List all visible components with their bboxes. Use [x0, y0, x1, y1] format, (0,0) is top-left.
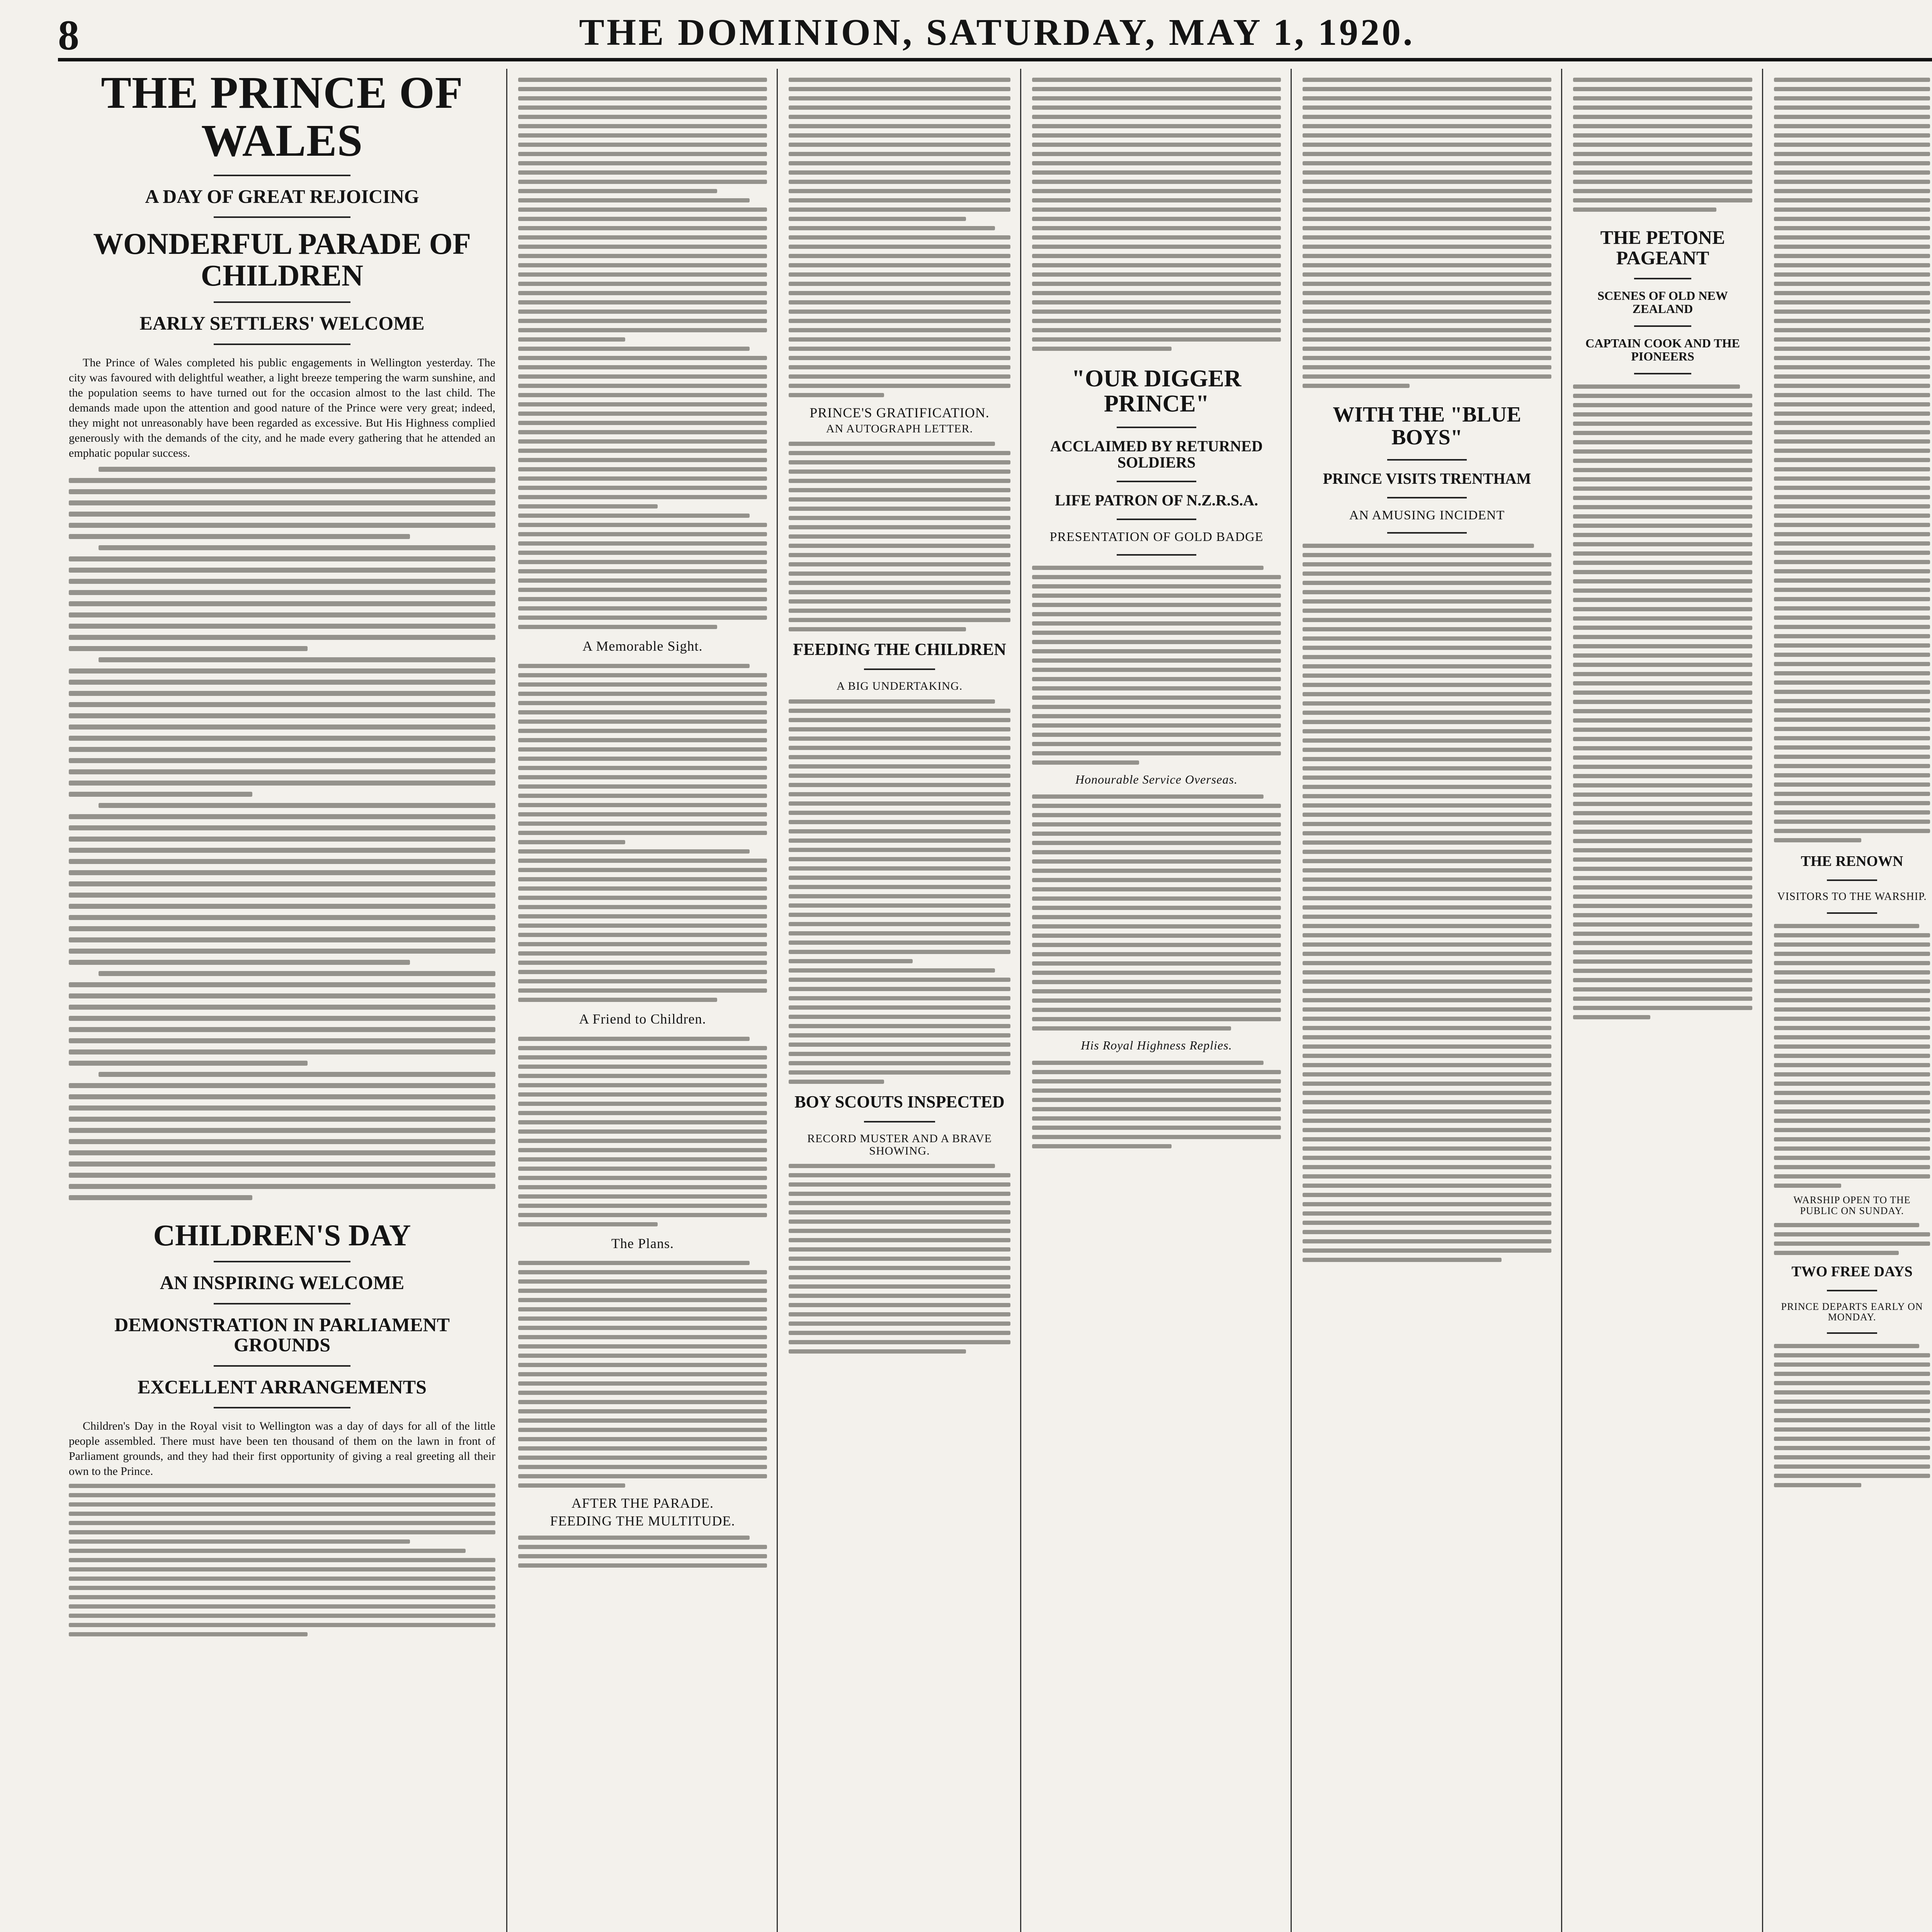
subhead-acclaimed-by-soldiers: ACCLAIMED BY RETURNED SOLDIERS	[1050, 437, 1263, 471]
subhead-honourable-service: Honourable Service Overseas.	[1075, 772, 1238, 786]
subhead-prince-departs-monday: PRINCE DEPARTS EARLY ON MONDAY.	[1781, 1301, 1923, 1323]
story-body-text	[518, 1536, 767, 1568]
column-2	[506, 69, 778, 1932]
subhead-friend-to-children: A Friend to Children.	[579, 1011, 706, 1027]
subhead-scenes-old-nz: SCENES OF OLD NEW ZEALAND	[1597, 289, 1728, 316]
story-body-text	[789, 1164, 1010, 1354]
subhead-feeding-the-multitude: FEEDING THE MULTITUDE.	[550, 1513, 735, 1529]
story-body-text	[1774, 1223, 1930, 1255]
story-body-text	[1774, 78, 1930, 842]
subhead-royal-highness-replies: His Royal Highness Replies.	[1081, 1038, 1232, 1053]
story-body-text	[1303, 78, 1551, 388]
headline-our-digger-prince: "OUR DIGGER PRINCE"	[1071, 366, 1242, 417]
headline-two-free-days: TWO FREE DAYS	[1791, 1263, 1913, 1280]
headline-blue-boys: WITH THE "BLUE BOYS"	[1333, 403, 1521, 449]
story-body-text	[1032, 566, 1281, 765]
subhead-wonderful-parade: WONDERFUL PARADE OF CHILDREN	[93, 227, 471, 293]
subhead-captain-cook: CAPTAIN COOK AND THE PIONEERS	[1585, 336, 1740, 363]
subhead-after-the-parade: AFTER THE PARADE.	[571, 1495, 714, 1511]
story-body-text	[789, 699, 1010, 1084]
headline-feeding-the-children: FEEDING THE CHILDREN	[793, 640, 1006, 659]
story-paragraph: Children's Day in the Royal visit to Wellington was a day of days for all of the little people assembled. There must have been ten thousand of them on the lawn in front of Parliament grounds, and they had their first opportunity of giving a real greeting all their own to the Prince.	[69, 1420, 495, 1478]
subhead-memorable-sight: A Memorable Sight.	[582, 638, 703, 654]
subhead-princes-gratification: PRINCE'S GRATIFICATION.	[810, 405, 990, 420]
column-6	[1561, 69, 1763, 1932]
story-body-text	[789, 78, 1010, 397]
story-body-text	[69, 467, 495, 1200]
subhead-life-patron: LIFE PATRON OF N.Z.R.S.A.	[1055, 492, 1258, 509]
headline-childrens-day: CHILDREN'S DAY	[153, 1218, 411, 1252]
subhead-big-undertaking: A BIG UNDERTAKING.	[836, 680, 963, 693]
column-3	[777, 69, 1021, 1932]
subhead-visitors-to-warship: VISITORS TO THE WARSHIP.	[1777, 890, 1927, 903]
subhead-parliament-grounds: DEMONSTRATION IN PARLIAMENT GROUNDS	[114, 1313, 450, 1356]
story-body-text	[1774, 924, 1930, 1188]
story-body-text	[1573, 384, 1752, 1019]
headline-prince-of-wales: THE PRINCE OF WALES	[101, 69, 463, 166]
masthead	[58, 11, 1932, 57]
story-body-text	[1774, 1344, 1930, 1487]
headline-petone-pageant: THE PETONE PAGEANT	[1600, 226, 1725, 269]
subhead-amusing-incident: AN AMUSING INCIDENT	[1349, 508, 1505, 522]
story-body-text	[69, 1484, 495, 1636]
column-4	[1020, 69, 1292, 1932]
subhead-the-plans: The Plans.	[611, 1235, 674, 1251]
subhead-autograph-letter: AN AUTOGRAPH LETTER.	[826, 422, 973, 435]
story-body-text	[518, 78, 767, 629]
subhead-excellent-arrangements: EXCELLENT ARRANGEMENTS	[138, 1376, 427, 1398]
story-body-text	[1573, 78, 1752, 212]
column-7	[1762, 69, 1932, 1932]
column-5	[1291, 69, 1562, 1932]
subhead-gold-badge: PRESENTATION OF GOLD BADGE	[1049, 530, 1264, 544]
subhead-prince-visits-trentham: PRINCE VISITS TRENTHAM	[1323, 469, 1531, 487]
page-number: 8	[58, 12, 79, 59]
story-body-text	[518, 1261, 767, 1488]
headline-the-renown: THE RENOWN	[1801, 853, 1903, 869]
story-body-text	[789, 442, 1010, 631]
newspaper-dateline: THE DOMINION, SATURDAY, MAY 1, 1920.	[579, 12, 1415, 53]
subhead-early-settlers: EARLY SETTLERS' WELCOME	[139, 312, 425, 334]
story-body-text	[1032, 78, 1281, 351]
story-body-text	[518, 664, 767, 1002]
subhead-inspiring-welcome: AN INSPIRING WELCOME	[160, 1272, 405, 1294]
subhead-record-muster: RECORD MUSTER AND A BRAVE SHOWING.	[807, 1132, 992, 1157]
story-body-text	[1303, 544, 1551, 1262]
column-1	[58, 69, 506, 1932]
subhead-warship-open-sunday: WARSHIP OPEN TO THE PUBLIC ON SUNDAY.	[1793, 1194, 1911, 1216]
headline-boy-scouts-inspected: BOY SCOUTS INSPECTED	[794, 1092, 1005, 1111]
story-body-text	[1032, 1061, 1281, 1148]
subhead-day-of-rejoicing: A DAY OF GREAT REJOICING	[145, 185, 419, 207]
story-body-text	[1032, 794, 1281, 1031]
story-paragraph: The Prince of Wales completed his public engagements in Wellington yesterday. The city was favoured with delightful weather, a light breeze tempering the warm sunshine, and the population seems to have turned out for the occasion almost to the last child. The demands made upon the attention and good nature of the Prince were very great; indeed, they might not unreasonably have been regarded as excessive. But His Highness complied generously with the demands of the city, and he made every gathering that he attended an emphatic popular success.	[69, 356, 495, 459]
masthead-rule	[58, 58, 1932, 61]
story-body-text	[518, 1037, 767, 1226]
